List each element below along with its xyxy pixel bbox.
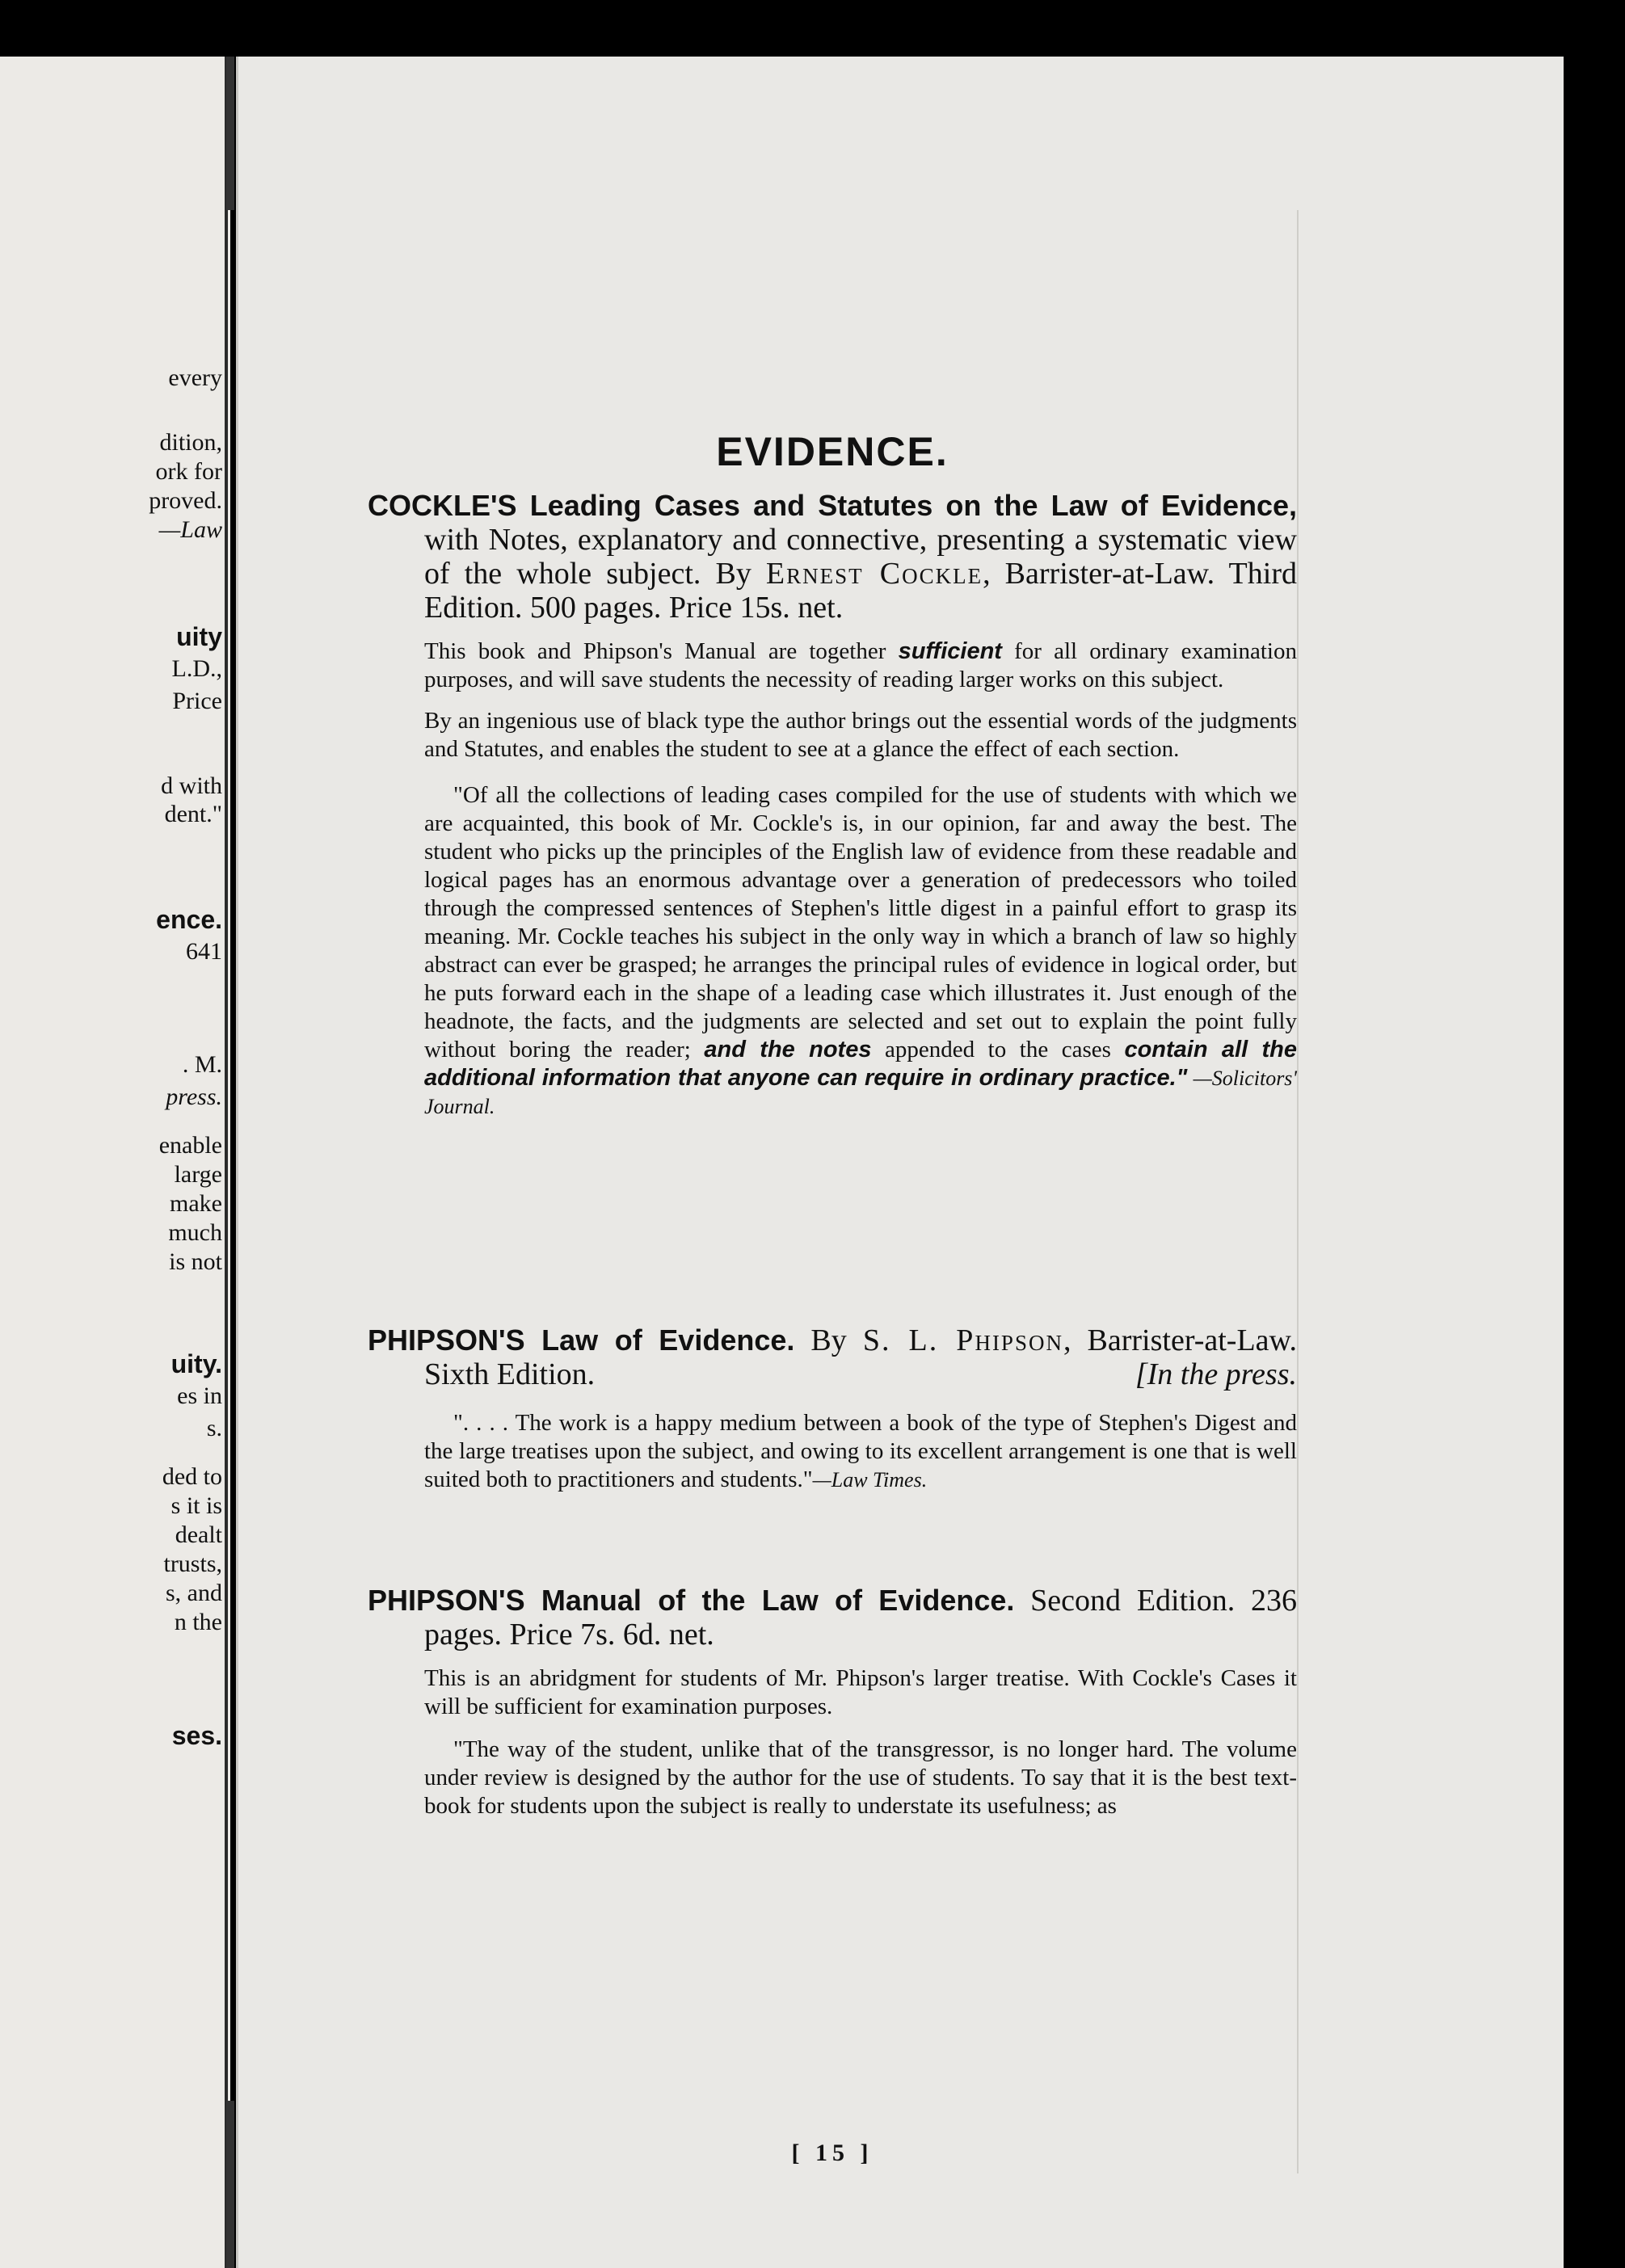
- entry-title-text-2: , Barrister-at-Law. Third Edition. 500 pages. Price 15s. net.: [424, 557, 1297, 625]
- entry-title-bold: COCKLE'S Leading Cases and Statutes on the Law of Evidence,: [368, 489, 1297, 522]
- entry-title-text: Second Edition. 236 pages. Price 7s. 6d. net.: [424, 1584, 1297, 1652]
- previous-page-line: dition,: [159, 429, 222, 456]
- quote-text-2: appended to the cases: [871, 1037, 1125, 1062]
- previous-page-line: 641: [186, 938, 222, 965]
- previous-page-line: uity: [176, 622, 222, 651]
- previous-page-line: —Law: [158, 516, 222, 543]
- binding-mark-top: [226, 57, 234, 210]
- quote-source: —Law Times.: [812, 1468, 928, 1492]
- entry-description-2: By an ingenious use of black type the author brings out the essential words of the judgments and Statutes, and enables the student to see at a glance the effect of each section.: [424, 708, 1297, 762]
- previous-page-line: d with: [161, 772, 222, 799]
- quote-emphasis-2: contain all the additional information that anyone can require in ordinary practice.": [424, 1037, 1297, 1091]
- previous-page-line: trusts,: [163, 1551, 222, 1577]
- previous-page-line: large: [174, 1161, 222, 1188]
- previous-page-line: n the: [174, 1609, 222, 1635]
- entry-title: [368, 1584, 1297, 1652]
- description-text-2: for all ordinary examination purposes, and will save students the necessity of reading larger works on this subject.: [424, 638, 1297, 692]
- previous-page-fragment: [0, 57, 230, 2268]
- document-page: [236, 57, 1564, 2268]
- previous-page-line: ded to: [162, 1463, 222, 1490]
- review-quote: [424, 781, 1297, 1121]
- entry-description: This is an abridgment for students of Mr. Phipson's larger treatise. With Cockle's Cases it will be sufficient for examination purposes.: [424, 1665, 1297, 1719]
- quote-emphasis-1: and the notes: [704, 1037, 872, 1062]
- entry-title-text-2: , Barrister-at-Law. Sixth Edition.: [424, 1323, 1297, 1391]
- entry-title-text: By: [794, 1323, 863, 1357]
- binding-mark-bottom: [226, 2101, 234, 2268]
- description-text: This book and Phipson's Manual are together: [424, 638, 899, 664]
- previous-page-line: ence.: [156, 905, 222, 934]
- previous-page-line: s it is: [170, 1492, 222, 1519]
- review-quote: "The way of the student, unlike that of the transgressor, is no longer hard. The volume under review is designed by the author for the use of students. To say that it is the best text-book for students upon the subject is really to understate its usefulness; as: [424, 1736, 1297, 1819]
- page-number: [ 15 ]: [791, 2140, 874, 2166]
- previous-page-line: es in: [177, 1382, 222, 1409]
- previous-page-line: Price: [172, 688, 222, 714]
- entry-title-text: with Notes, explanatory and connective, presenting a systematic view of the whole subject. By: [424, 523, 1297, 591]
- previous-page-line: much: [168, 1219, 222, 1246]
- previous-page-line: every: [168, 364, 222, 391]
- previous-page-line: s.: [206, 1415, 222, 1441]
- entry-description: [424, 637, 1297, 694]
- page-gutter: [225, 57, 228, 2268]
- press-note: [In the press.: [1135, 1357, 1297, 1391]
- entry-title-bold: PHIPSON'S Manual of the Law of Evidence.: [368, 1584, 1015, 1617]
- entry-title: [368, 1323, 1297, 1391]
- previous-page-line: enable: [158, 1132, 222, 1159]
- quote-source: —Solicitors' Journal.: [424, 1067, 1297, 1118]
- previous-page-line: make: [170, 1190, 222, 1217]
- previous-page-line: is not: [169, 1248, 222, 1275]
- previous-page-line: s, and: [166, 1580, 222, 1606]
- entry-title: [368, 489, 1297, 625]
- previous-page-line: dealt: [175, 1521, 222, 1548]
- emphasis-text: sufficient: [898, 638, 1002, 664]
- previous-page-line: uity.: [170, 1349, 222, 1378]
- entry-phipson-law: [368, 1323, 1297, 1494]
- previous-page-line: L.D.,: [171, 655, 222, 682]
- previous-page-line: . M.: [182, 1051, 222, 1078]
- previous-page-line: proved.: [149, 487, 222, 514]
- previous-page-line: ses.: [171, 1721, 222, 1750]
- entry-phipson-manual: [368, 1584, 1297, 1820]
- previous-page-line: ork for: [155, 458, 222, 485]
- entry-cockle: [368, 489, 1297, 1121]
- review-quote: [424, 1409, 1297, 1494]
- entry-author: Ernest Cockle: [765, 557, 983, 591]
- page-heading: EVIDENCE.: [716, 429, 949, 474]
- entry-title-bold: PHIPSON'S Law of Evidence.: [368, 1323, 795, 1357]
- entry-author: S. L. Phipson: [862, 1323, 1063, 1357]
- quote-text: ". . . . The work is a happy medium between a book of the type of Stephen's Digest and the large treatises upon the subject, and owing to its excellent arrangement is one that is well suited both to practitioners and students.": [424, 1410, 1297, 1492]
- previous-page-line: dent.": [164, 801, 222, 827]
- page-content: [368, 210, 1299, 2173]
- previous-page-line: press.: [166, 1084, 222, 1110]
- quote-text: "Of all the collections of leading cases compiled for the use of students with which we are acquainted, this book of Mr. Cockle's is, in our opinion, far and away the best. The student who picks up the principles of the English law of evidence from these readable and logical pages has an enormous advantage over a generation of predecessors who toiled through the compressed sentences of Stephen's little digest in a painful effort to grasp its meaning. Mr. Cockle teaches his subject in the only way in which a branch of law so highly abstract can ever be grasped; he arranges the principal rules of evidence in logical order, but he puts forward each in the shape of a leading case which illustrates it. Just enough of the headnote, the facts, and the judgments are selected and set out to explain the point fully without boring the reader;: [424, 782, 1297, 1062]
